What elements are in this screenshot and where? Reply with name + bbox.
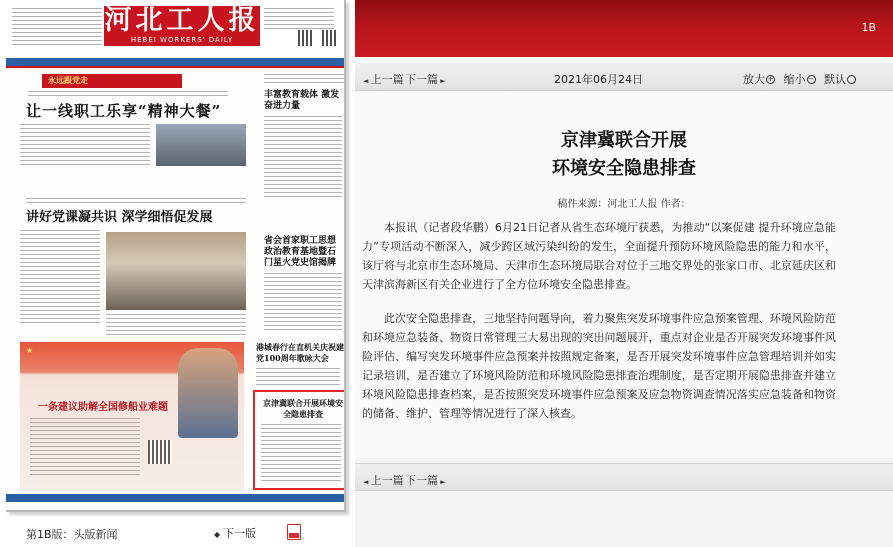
- zoom-out-label: 缩小: [783, 73, 806, 86]
- prev-article-link[interactable]: [363, 71, 404, 87]
- right-column-mid: [264, 232, 344, 331]
- lead-photo: [156, 124, 246, 166]
- page-preview-panel: [0, 0, 355, 547]
- selected-article-highlight[interactable]: [253, 390, 346, 490]
- right-column-top: [264, 74, 344, 200]
- highlight-text: [261, 424, 341, 484]
- right-col-kicker: [264, 74, 344, 86]
- zoom-controls: [743, 71, 861, 87]
- triangle-right-icon: ◆: [214, 530, 221, 539]
- article-paragraph: 此次安全隐患排查，三地坚持问题导向，着力聚焦突发环境事件应急预案管理、环境风险防范和环境应急装备、物资日常管理三大易出现的突出问题展开，重点对企业是否开展突发环境事件风险评估、编写突发环境事件应急预案并按照规定备案，是否开展突发环境事件应急管理培训并如实记录培训，是否建立了环境风险防范和环境风险隐患排查治理制度，是否定期开展隐患排查并建立环境风险隐患排查档案，是否按照突发环境事件应急预案及应急物资调查情况落实应急装备和物资的储备、维护、管理等情况进行了深入核查。: [362, 312, 836, 420]
- zoom-default-icon: [847, 75, 856, 84]
- next-page-label: 下一版: [223, 527, 257, 540]
- zoom-in-button[interactable]: [743, 71, 775, 87]
- article-nav-bar-bottom: [355, 463, 893, 491]
- lead-text: [20, 124, 150, 168]
- second-text: [20, 230, 100, 326]
- right-col-bot-text: [256, 368, 340, 388]
- masthead-info-bar: [6, 58, 346, 66]
- prev-article-label: 上一篇: [370, 474, 404, 487]
- right-column-bottom: [256, 342, 344, 388]
- masthead-logo: [104, 6, 260, 46]
- page-footer-nav: [0, 518, 355, 547]
- newspaper-masthead: [6, 0, 346, 60]
- article-title-line2: 环境安全隐患排查: [552, 158, 696, 179]
- meeting-photo: [106, 232, 246, 310]
- masthead-title: 河北工人报: [104, 5, 260, 36]
- qr-code-icon: [322, 30, 338, 46]
- feature-block: [20, 342, 244, 492]
- lead-headline: 让一线职工乐享“精神大餐”: [26, 102, 222, 120]
- article-content: [355, 92, 893, 457]
- qr-code-icon: [148, 440, 172, 464]
- second-headline: 讲好党课凝共识 深学细悟促发展: [26, 210, 213, 225]
- triangle-left-icon: ◄: [363, 478, 371, 486]
- next-page-link[interactable]: [214, 525, 256, 541]
- right-col-mid-text: [264, 273, 342, 331]
- lead-subhead: [28, 91, 228, 97]
- masthead-divider: [6, 66, 346, 68]
- right-col-top-headline: 丰富教育载体 激发奋进力量: [264, 90, 340, 111]
- issue-date: 2021年06月24日: [554, 73, 643, 86]
- zoom-default-label: 默认: [824, 73, 846, 86]
- masthead-right-info: [264, 8, 334, 30]
- paper-footer-bar: [6, 494, 346, 502]
- right-col-top-text: [264, 116, 342, 200]
- article-meta: 稿件来源：河北工人报 作者：: [557, 199, 691, 210]
- pdf-icon[interactable]: [287, 524, 301, 540]
- lead-banner: 永远跟党走: [42, 74, 182, 88]
- second-subhead: [26, 198, 246, 204]
- zoom-in-icon: +: [767, 74, 774, 83]
- current-page-label: 第1B版：头版新闻: [26, 528, 118, 541]
- zoom-out-icon: −: [808, 74, 814, 83]
- zoom-in-label: 放大: [743, 73, 765, 86]
- right-col-mid-headline: 省会首家职工思想政治教育基地暨石门星火党史馆揭牌: [264, 236, 337, 268]
- masthead-left-info: [12, 8, 102, 46]
- triangle-left-icon: ◄: [363, 77, 371, 85]
- zoom-out-button[interactable]: [784, 71, 816, 87]
- masthead-en-title: HEBEI WORKERS' DAILY: [130, 36, 234, 44]
- next-article-link[interactable]: [405, 71, 446, 87]
- next-article-label: 下一篇: [405, 474, 438, 487]
- panel-bottom-fill: [355, 492, 893, 547]
- prev-article-link[interactable]: [363, 472, 404, 488]
- article-panel: [355, 0, 893, 547]
- highlight-headline: 京津冀联合开展环境安全隐患排查: [263, 398, 343, 419]
- qr-code-icon: [298, 30, 314, 46]
- article-nav-bar: [355, 63, 893, 91]
- next-article-link[interactable]: [405, 472, 446, 488]
- newspaper-page-thumbnail[interactable]: [6, 0, 346, 512]
- red-header-bar: [355, 0, 893, 57]
- next-article-label: 下一篇: [405, 73, 438, 86]
- prev-article-label: 上一篇: [370, 73, 404, 86]
- feature-text: [30, 418, 140, 478]
- triangle-right-icon: ►: [438, 478, 446, 486]
- article-body: [362, 218, 836, 438]
- triangle-right-icon: ►: [438, 77, 446, 85]
- worker-portrait: [178, 348, 238, 438]
- feature-banner-icon: ★: [26, 346, 34, 355]
- article-title-line1: 京津冀联合开展: [561, 130, 687, 151]
- feature-headline: 一条建议助解全国修船业难题: [38, 402, 168, 413]
- photo-caption: [106, 314, 246, 336]
- zoom-default-button[interactable]: [824, 71, 856, 87]
- article-paragraph: 本报讯（记者段华鹏）6月21日记者从省生态环境厅获悉，为推动“以案促建 提升环境应急能力”专项活动不断深入，减少跨区域污染纠纷的发生，全面提升预防环境风险隐患的能力和水平，该厅将与北京市生态环境局、天津市生态环境局联合对位于三地交界处的张家口市、北京延庆区和天津滨海新区有关企业进行了全方位环境安全隐患排查。: [362, 221, 836, 291]
- right-col-bot-headline: 港城春行在直机关庆祝建党100周年歌咏大会: [256, 342, 344, 363]
- page-number: 1B: [861, 21, 876, 34]
